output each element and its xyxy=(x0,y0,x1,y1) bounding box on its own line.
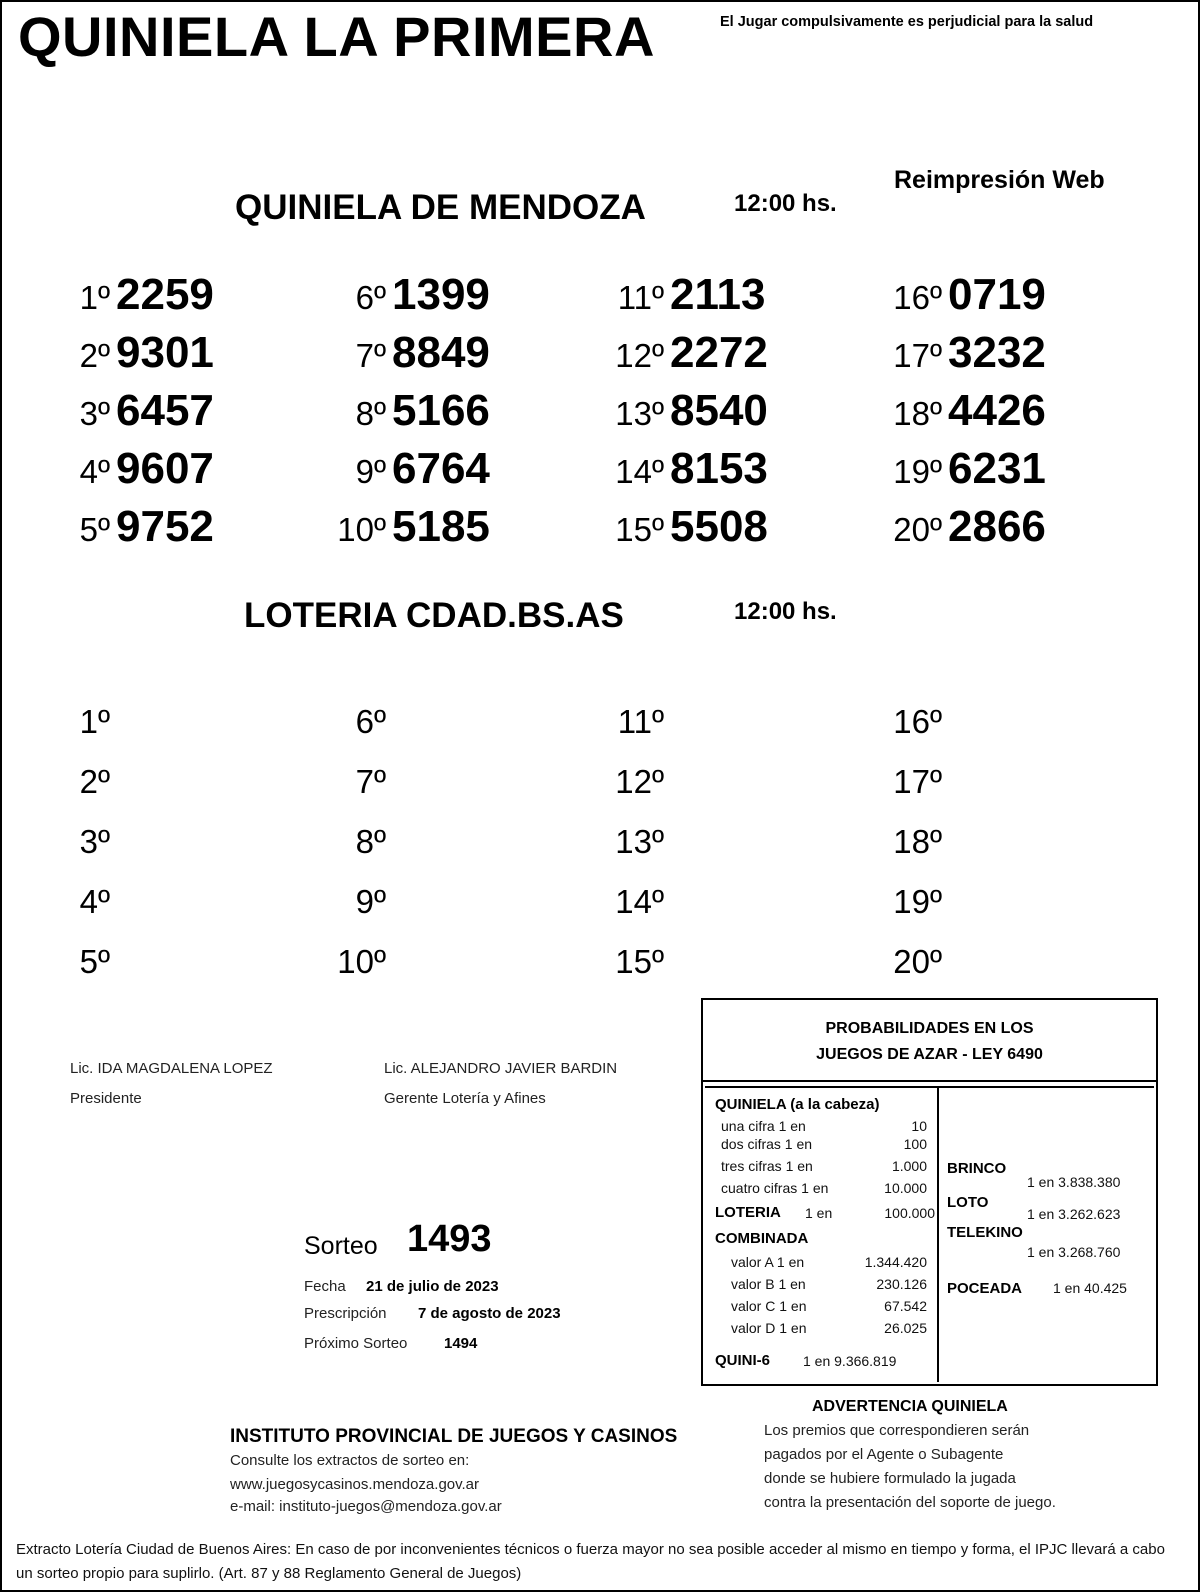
page-title: QUINIELA LA PRIMERA xyxy=(18,5,655,68)
result-position: 16º xyxy=(893,279,942,316)
mendoza-time: 12:00 hs. xyxy=(734,190,837,217)
result-cell xyxy=(854,694,948,744)
result-number: 5185 xyxy=(392,502,490,551)
loteria-prob-label: LOTERIA xyxy=(715,1204,781,1221)
result-cell xyxy=(298,328,490,378)
result-position: 15º xyxy=(615,943,664,980)
result-cell xyxy=(22,502,214,552)
advertencia-line: contra la presentación del soporte de juego. xyxy=(764,1494,1056,1511)
result-position: 7º xyxy=(355,337,386,374)
prob-row-label: valor C 1 en xyxy=(731,1298,807,1314)
prescripcion-label: Prescripción xyxy=(304,1305,387,1322)
result-cell xyxy=(22,694,116,744)
prob-row-value: 1.344.420 xyxy=(864,1254,927,1270)
footer-note: Extracto Lotería Ciudad de Buenos Aires: En caso de por inconvenientes técnicos o fuerza mayor no sea posible acceder al mismo en tiempo y forma, el IPJC llevará a cabo un sorteo propio para suplirlo. (Art. 87 y 88 Reglamento General de Juegos) xyxy=(16,1541,1165,1582)
sorteo-number: 1493 xyxy=(407,1218,492,1260)
result-position: 15º xyxy=(615,511,664,548)
result-cell xyxy=(854,444,1046,494)
result-cell xyxy=(854,386,1046,436)
result-cell xyxy=(854,502,1046,552)
proximo-value: 1494 xyxy=(444,1335,478,1352)
prob-row-value: 10.000 xyxy=(884,1180,927,1196)
result-number: 9301 xyxy=(116,328,214,377)
result-position: 12º xyxy=(615,337,664,374)
result-position: 17º xyxy=(893,337,942,374)
result-position: 3º xyxy=(79,395,110,432)
result-cell xyxy=(576,814,670,864)
result-cell xyxy=(22,814,116,864)
result-cell xyxy=(22,328,214,378)
result-position: 7º xyxy=(355,763,386,800)
prescripcion-value: 7 de agosto de 2023 xyxy=(418,1305,561,1322)
result-cell xyxy=(576,754,670,804)
signature-right-role: Gerente Lotería y Afines xyxy=(384,1090,546,1107)
result-position: 10º xyxy=(337,511,386,548)
prob-row-value: 100 xyxy=(903,1136,927,1152)
result-number: 6764 xyxy=(392,444,490,493)
result-position: 9º xyxy=(355,883,386,920)
institute-email: e-mail: instituto-juegos@mendoza.gov.ar xyxy=(230,1498,502,1515)
prob-row-label: tres cifras 1 en xyxy=(721,1158,813,1174)
result-position: 18º xyxy=(893,823,942,860)
signature-left-name: Lic. IDA MAGDALENA LOPEZ xyxy=(70,1060,273,1077)
result-position: 5º xyxy=(79,943,110,980)
result-cell xyxy=(298,754,392,804)
quini6-prob-label: QUINI-6 xyxy=(715,1352,771,1369)
probabilities-title-line2: JUEGOS DE AZAR - LEY 6490 xyxy=(816,1046,1043,1063)
result-position: 11º xyxy=(617,703,664,740)
result-number: 9607 xyxy=(116,444,214,493)
brinco-prob-label: BRINCO xyxy=(947,1160,1007,1177)
proximo-label: Próximo Sorteo xyxy=(304,1335,408,1352)
fecha-label: Fecha xyxy=(304,1278,346,1295)
prob-row-label: valor A 1 en xyxy=(731,1254,805,1270)
result-cell xyxy=(854,814,948,864)
prob-row-label: cuatro cifras 1 en xyxy=(721,1180,829,1196)
result-cell xyxy=(854,874,948,924)
result-position: 16º xyxy=(893,703,942,740)
result-position: 20º xyxy=(893,943,942,980)
health-warning: El Jugar compulsivamente es perjudicial para la salud xyxy=(720,14,1094,30)
result-cell xyxy=(854,270,1046,320)
result-cell xyxy=(22,270,214,320)
combinada-prob-label: COMBINADA xyxy=(715,1230,809,1247)
result-position: 8º xyxy=(355,395,386,432)
result-position: 19º xyxy=(893,453,942,490)
prob-row-value: 1.000 xyxy=(891,1158,927,1174)
prob-row-value: 67.542 xyxy=(884,1298,927,1314)
quiniela-prob-label: QUINIELA (a la cabeza) xyxy=(715,1096,880,1113)
result-cell xyxy=(298,874,392,924)
result-number: 8540 xyxy=(670,386,768,435)
loto-prob-label: LOTO xyxy=(947,1194,989,1211)
result-cell xyxy=(22,754,116,804)
result-position: 6º xyxy=(355,279,386,316)
result-number: 8849 xyxy=(392,328,490,377)
result-cell xyxy=(22,386,214,436)
result-cell xyxy=(298,386,490,436)
prob-row-value: 26.025 xyxy=(884,1320,927,1336)
telekino-prob-value: 1 en 3.268.760 xyxy=(1027,1244,1121,1260)
result-cell xyxy=(298,934,392,984)
result-cell xyxy=(576,934,670,984)
result-position: 5º xyxy=(79,511,110,548)
result-cell xyxy=(576,386,768,436)
loteria-prob-value: 100.000 xyxy=(884,1205,935,1221)
reprint-label: Reimpresión Web xyxy=(894,166,1105,194)
result-cell xyxy=(576,328,768,378)
result-cell xyxy=(298,444,490,494)
result-cell xyxy=(854,754,948,804)
result-position: 6º xyxy=(355,703,386,740)
result-position: 4º xyxy=(79,883,110,920)
result-position: 14º xyxy=(615,883,664,920)
bsas-time: 12:00 hs. xyxy=(734,598,837,625)
result-position: 2º xyxy=(79,763,110,800)
result-number: 9752 xyxy=(116,502,214,551)
result-position: 19º xyxy=(893,883,942,920)
result-cell xyxy=(576,694,670,744)
advertencia-title: ADVERTENCIA QUINIELA xyxy=(812,1398,1008,1415)
result-position: 18º xyxy=(893,395,942,432)
result-cell xyxy=(298,270,490,320)
institute-line1: Consulte los extractos de sorteo en: xyxy=(230,1452,470,1469)
result-position: 2º xyxy=(79,337,110,374)
result-cell xyxy=(298,694,392,744)
result-number: 1399 xyxy=(392,270,490,319)
result-number: 2259 xyxy=(116,270,214,319)
result-number: 5508 xyxy=(670,502,768,551)
prob-row-value: 10 xyxy=(911,1118,927,1134)
result-cell xyxy=(22,874,116,924)
result-position: 13º xyxy=(615,395,664,432)
result-position: 12º xyxy=(615,763,664,800)
result-position: 8º xyxy=(355,823,386,860)
result-number: 2272 xyxy=(670,328,768,377)
result-position: 10º xyxy=(337,943,386,980)
result-position: 14º xyxy=(615,453,664,490)
result-position: 4º xyxy=(79,453,110,490)
result-cell xyxy=(576,874,670,924)
institute-title: INSTITUTO PROVINCIAL DE JUEGOS Y CASINOS xyxy=(230,1426,678,1447)
brinco-prob-value: 1 en 3.838.380 xyxy=(1027,1174,1121,1190)
result-number: 0719 xyxy=(948,270,1046,319)
signature-right-name: Lic. ALEJANDRO JAVIER BARDIN xyxy=(384,1060,618,1077)
advertencia-line: Los premios que correspondieren serán xyxy=(764,1422,1030,1439)
result-position: 9º xyxy=(355,453,386,490)
result-number: 6457 xyxy=(116,386,214,435)
result-number: 5166 xyxy=(392,386,490,435)
probabilities-header xyxy=(703,1000,1156,1082)
result-position: 11º xyxy=(617,279,664,316)
result-cell xyxy=(854,328,1046,378)
result-cell xyxy=(22,444,214,494)
result-cell xyxy=(298,502,490,552)
result-number: 4426 xyxy=(948,386,1046,435)
result-position: 20º xyxy=(893,511,942,548)
result-number: 6231 xyxy=(948,444,1046,493)
result-position: 13º xyxy=(615,823,664,860)
institute-website: www.juegosycasinos.mendoza.gov.ar xyxy=(230,1476,480,1493)
poceada-prob-label: POCEADA xyxy=(947,1280,1023,1297)
prob-row-label: una cifra 1 en xyxy=(721,1118,806,1134)
result-cell xyxy=(854,934,948,984)
probabilities-title-line1: PROBABILIDADES EN LOS xyxy=(825,1020,1034,1037)
prob-row-value: 230.126 xyxy=(876,1276,927,1292)
signature-left-role: Presidente xyxy=(70,1090,142,1107)
probabilities-column-divider xyxy=(937,1088,939,1382)
quini6-prob-value: 1 en 9.366.819 xyxy=(803,1353,897,1369)
result-number: 2866 xyxy=(948,502,1046,551)
result-position: 1º xyxy=(79,279,110,316)
prob-row-label: dos cifras 1 en xyxy=(721,1136,813,1152)
result-position: 3º xyxy=(79,823,110,860)
result-cell xyxy=(576,270,765,320)
bsas-title: LOTERIA CDAD.BS.AS xyxy=(244,596,624,635)
prob-row-label: valor D 1 en xyxy=(731,1320,807,1336)
result-cell xyxy=(22,934,116,984)
result-position: 1º xyxy=(79,703,110,740)
result-number: 2113 xyxy=(670,270,766,319)
advertencia-line: pagados por el Agente o Subagente xyxy=(764,1446,1004,1463)
loto-prob-value: 1 en 3.262.623 xyxy=(1027,1206,1121,1222)
result-number: 3232 xyxy=(948,328,1046,377)
probabilities-box xyxy=(701,998,1158,1386)
sorteo-label: Sorteo xyxy=(304,1232,378,1260)
advertencia-line: donde se hubiere formulado la jugada xyxy=(764,1470,1016,1487)
result-cell xyxy=(576,444,768,494)
result-position: 17º xyxy=(893,763,942,800)
result-cell xyxy=(576,502,768,552)
telekino-prob-label: TELEKINO xyxy=(947,1224,1023,1241)
result-cell xyxy=(298,814,392,864)
prob-row-label: valor B 1 en xyxy=(731,1276,806,1292)
result-number: 8153 xyxy=(670,444,768,493)
fecha-value: 21 de julio de 2023 xyxy=(366,1278,499,1295)
loteria-prob-text: 1 en xyxy=(805,1205,833,1221)
mendoza-title: QUINIELA DE MENDOZA xyxy=(235,188,646,227)
poceada-prob-value: 1 en 40.425 xyxy=(1053,1280,1127,1296)
